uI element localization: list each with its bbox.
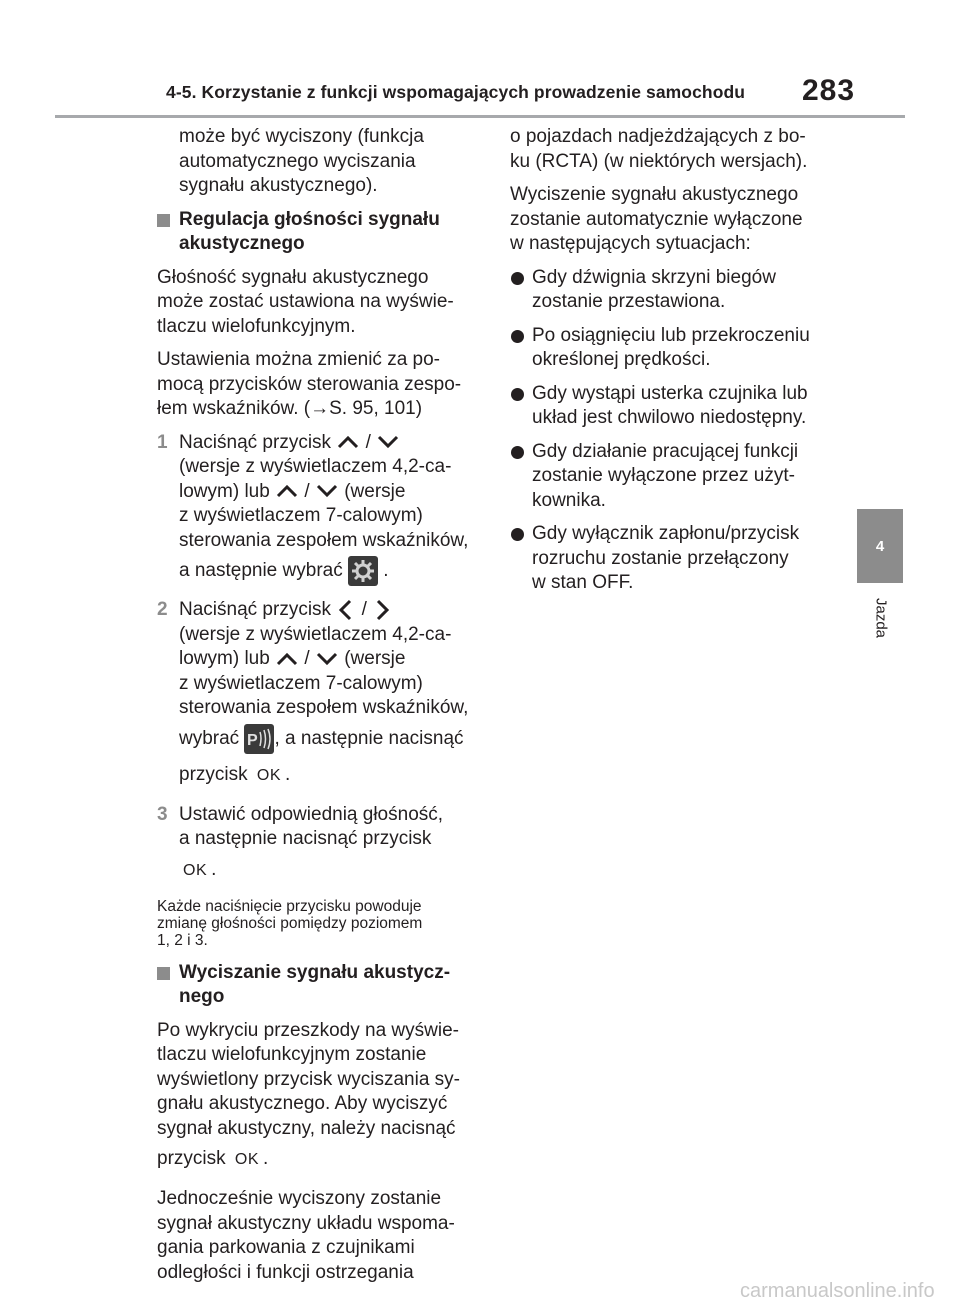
chevron-up-icon	[275, 651, 299, 667]
chevron-down-icon	[315, 483, 339, 499]
list-item: Gdy wystąpi usterka czujnika lub układ jest chwilowo niedostępny.	[510, 382, 835, 431]
ok-button-icon: OK	[234, 1151, 260, 1169]
ok-button-icon: OK	[256, 766, 282, 784]
chevron-right-icon	[372, 598, 392, 622]
chapter-label: Jazda	[872, 597, 890, 639]
page-number: 283	[802, 74, 856, 107]
list-item: Gdy wyłącznik zapłonu/przycisk rozruchu zostanie przełączony w stan OFF.	[510, 522, 835, 596]
chapter-number: 4	[875, 537, 885, 555]
right-column	[510, 125, 835, 605]
intro-paragraph: może być wyciszony (funkcja automatycznego wyciszania sygnału akustycznego).	[179, 126, 424, 196]
circle-bullet-icon	[511, 528, 524, 541]
list-item: Gdy dźwignia skrzyni biegów zostanie przestawiona.	[510, 266, 835, 315]
chapter-tab[interactable]	[857, 509, 903, 583]
paragraph: Jednocześnie wyciszony zostanie sygnał akustyczny układu wspoma- gania parkowania z czujnikami odległości i funkcji ostrzegania	[157, 1188, 455, 1283]
parking-sensor-icon	[244, 724, 274, 754]
svg-text:P: P	[247, 731, 259, 749]
circle-bullet-icon	[511, 330, 524, 343]
section-heading-mute: Wyciszanie sygnału akustycz- nego	[157, 961, 482, 1010]
paragraph: Głośność sygnału akustycznego może zostać ustawiona na wyświe- tlaczu wielofunkcyjnym.	[157, 266, 454, 337]
step-3: 3 Ustawić odpowiednią głośność, a następnie nacisnąć przycisk OK .	[157, 803, 482, 889]
square-bullet-icon	[157, 967, 170, 980]
watermark: carmanualsonline.info	[740, 1280, 935, 1302]
list-item: Gdy działanie pracującej funkcji zostanie wyłączone przez użyt- kownika.	[510, 440, 835, 514]
step-2: 2 Naciśnąć przycisk / (wersje z wyświetlaczem 4,2-ca- lowym) lub / (wersje z wyświetlaczem 7-calowym) sterowania zespołem wskaźników, wybrać P , a następnie nacisnąć przycisk OK .	[157, 598, 482, 794]
paragraph: Po wykryciu przeszkody na wyświe- tlaczu wielofunkcyjnym zostanie wyświetlony przycisk wyciszania sy- gnału akustycznego. Aby wyciszyć sygnał akustyczny, należy nacisnąć przycisk OK .	[157, 1019, 482, 1179]
circle-bullet-icon	[511, 446, 524, 459]
step-number: 2	[157, 599, 168, 620]
circle-bullet-icon	[511, 388, 524, 401]
chevron-down-icon	[376, 434, 400, 450]
paragraph: Wyciszenie sygnału akustycznego zostanie automatycznie wyłączone w następujących sytuacjach:	[510, 184, 803, 254]
chevron-down-icon	[315, 651, 339, 667]
chevron-left-icon	[336, 598, 356, 622]
step-number: 3	[157, 803, 168, 825]
chevron-up-icon	[275, 483, 299, 499]
circle-bullet-icon	[511, 272, 524, 285]
step-number: 1	[157, 431, 168, 453]
step-1: 1 Naciśnąć przycisk / (wersje z wyświetlaczem 4,2-ca- lowym) lub / (wersje z wyświetlaczem 7-calowym) sterowania zespołem wskaźników, a następnie wybrać .	[157, 431, 482, 590]
gear-icon	[348, 556, 378, 586]
list-item: Po osiągnięciu lub przekroczeniu określonej prędkości.	[510, 324, 835, 373]
header-rule	[55, 115, 905, 118]
left-column	[157, 125, 482, 1294]
chevron-up-icon	[336, 434, 360, 450]
square-bullet-icon	[157, 214, 170, 227]
paragraph: Ustawienia można zmienić za po- mocą przycisków sterowania zespo- łem wskaźników. (→S. 95, 101)	[157, 349, 462, 419]
ok-button-icon: OK	[183, 861, 208, 879]
paragraph: o pojazdach nadjeżdżających z bo- ku (RCTA) (w niektórych wersjach).	[510, 126, 808, 172]
header-title: 4-5. Korzystanie z funkcji wspomagających prowadzenie samochodu	[166, 82, 746, 102]
volume-note: Każde naciśnięcie przycisku powoduje zmianę głośności pomiędzy poziomem 1, 2 i 3.	[157, 897, 423, 949]
section-heading-volume: Regulacja głośności sygnału akustycznego	[157, 208, 482, 257]
